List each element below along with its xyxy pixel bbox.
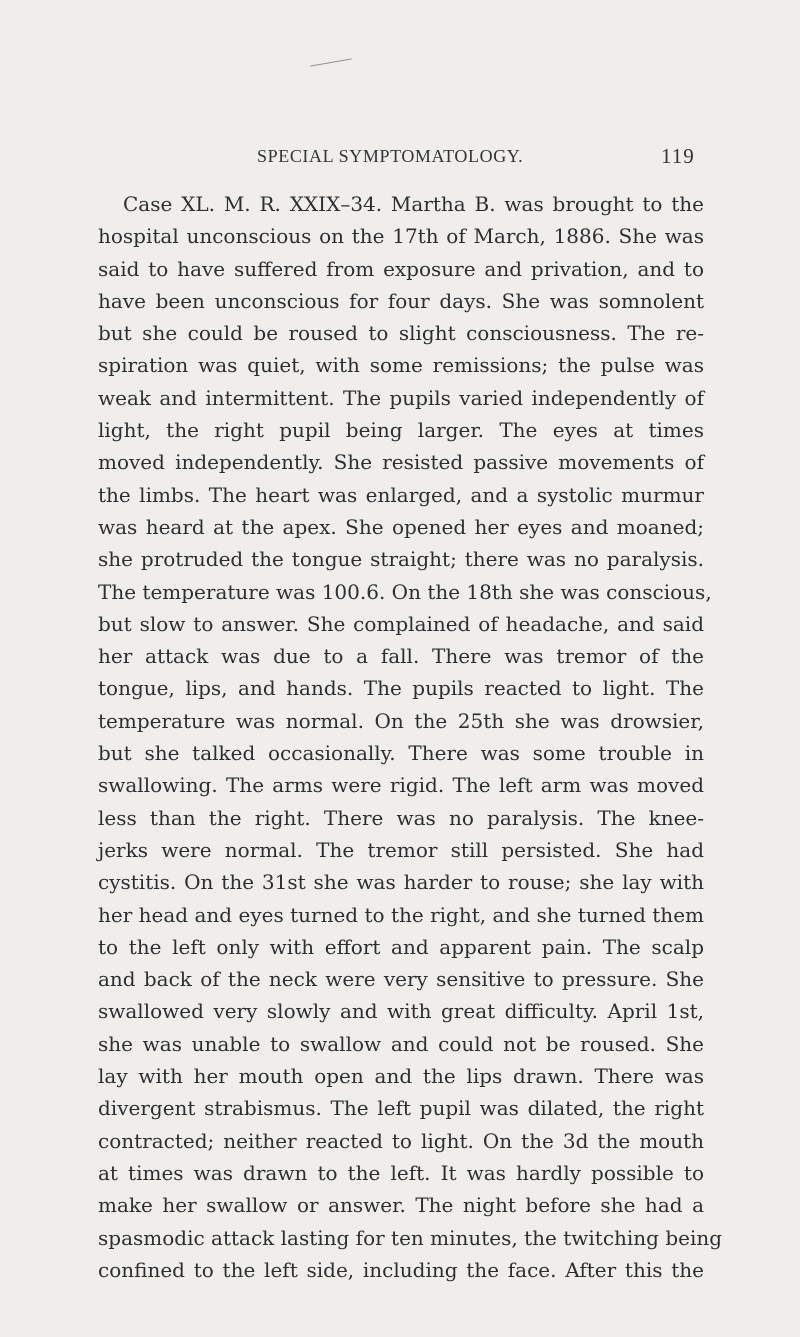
text-line: contracted; neither reacted to light. On the 3d the mouth [98, 1128, 704, 1153]
text-line: have been unconscious for four days. She was somnolent [98, 288, 704, 313]
text-line: swallowed very slowly and with great difficulty. April 1st, [98, 999, 704, 1024]
text-line: hospital unconscious on the 17th of March, 1886. She was [98, 224, 704, 249]
text-line: weak and intermittent. The pupils varied independently of [98, 385, 704, 410]
text-line: but she talked occasionally. There was some trouble in [98, 741, 704, 766]
text-line: her head and eyes turned to the right, and she turned them [98, 902, 704, 927]
text-line: said to have suffered from exposure and privation, and to [98, 256, 704, 281]
case-paragraph [98, 188, 723, 1286]
text-line: and back of the neck were very sensitive to pressure. She [98, 967, 704, 992]
text-line: less than the right. There was no paralysis. The knee- [98, 805, 704, 830]
text-line: but slow to answer. She complained of headache, and said [98, 611, 704, 636]
scan-artifact-mark [310, 58, 352, 66]
text-line: divergent strabismus. The left pupil was dilated, the right [98, 1096, 704, 1121]
running-head: SPECIAL SYMPTOMATOLOGY. [257, 146, 524, 166]
text-line: light, the right pupil being larger. The eyes at times [98, 418, 704, 443]
text-line: tongue, lips, and hands. The pupils reacted to light. The [98, 676, 704, 701]
text-line: swallowing. The arms were rigid. The left arm was moved [98, 773, 704, 798]
text-line: was heard at the apex. She opened her eyes and moaned; [98, 514, 704, 539]
text-line: but she could be roused to slight consciousness. The re- [98, 321, 704, 346]
text-line: she was unable to swallow and could not be roused. She [98, 1031, 704, 1056]
text-line: jerks were normal. The tremor still persisted. She had [98, 837, 704, 862]
text-line: at times was drawn to the left. It was hardly possible to [98, 1160, 704, 1185]
text-line: she protruded the tongue straight; there was no paralysis. [98, 547, 704, 572]
text-line: confined to the left side, including the face. After this the [98, 1257, 704, 1282]
text-line: temperature was normal. On the 25th she was drowsier, [98, 708, 704, 733]
text-line: cystitis. On the 31st she was harder to rouse; she lay with [98, 870, 704, 895]
page-header [0, 146, 800, 172]
text-line: Case XL. M. R. XXIX–34. Martha B. was brought to the [123, 192, 704, 216]
page-number: 119 [661, 144, 695, 168]
text-line: The temperature was 100.6. On the 18th she was conscious, [98, 579, 712, 604]
text-line: lay with her mouth open and the lips drawn. There was [98, 1064, 704, 1089]
text-line: spasmodic attack lasting for ten minutes, the twitching being [98, 1225, 723, 1250]
text-line: spiration was quiet, with some remissions; the pulse was [98, 353, 704, 378]
text-line: her attack was due to a fall. There was tremor of the [98, 644, 704, 669]
text-line: make her swallow or answer. The night before she had a [98, 1193, 704, 1218]
text-line: moved independently. She resisted passive movements of [98, 450, 704, 475]
text-line: the limbs. The heart was enlarged, and a systolic murmur [98, 482, 704, 507]
text-line: to the left only with effort and apparent pain. The scalp [98, 934, 704, 959]
